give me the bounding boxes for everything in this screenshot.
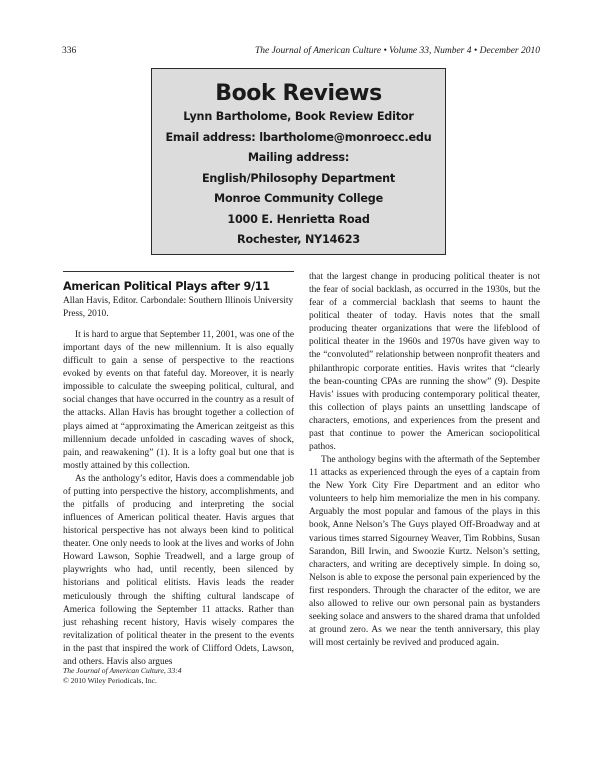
paragraph: As the anthology’s editor, Havis does a commendable job of putting into perspective the history, accomplishments, and the pitfalls of producing and interpreting the social influences of American political theater. Havis argues that historical perspective has not always been kind to political theater. One only needs to look at the lives and works of John Howard Lawson, Sophie Treadwell, and a large group of playwrights who had, until recently, been silenced by historians and political elitists. Havis leads the reader meticulously through the shifting cultural landscape of America following the September 11 attacks. Rather than just rehashing recent history, Havis wisely compares the revitalization of political theater in the present to the events in the past that inspired the work of Clifford Odets, Lawson, and others. Havis also argues (63, 473, 294, 667)
mailing-label: Mailing address: (247, 151, 350, 164)
journal-citation: The Journal of American Culture • Volume 33, Number 4 • December 2010 (254, 46, 540, 56)
paragraph: that the largest change in producing political theater is not the fear of social backlash, as occurred in the 1930s, but the fear of a commercial backlash that seems to haunt the political theater of today. Havis notes that the small producing theater organizations that were the lifeblood of political theater in the 1960s and 1970s have given way to the “convoluted” relationship between nonprofit theaters and philanthropic corporate entities. Havis writes that “clearly the bean-counting CPAs are running the show” (9). Despite Havis’ issues with producing contemporary political theater, this collection of plays paints an unsettling landscape of characters, emotions, and experiences from the present and past that continue to power the American sociopolitical pathos. (309, 272, 540, 453)
copyright-notice: © 2010 Wiley Periodicals, Inc. (63, 676, 157, 685)
page-number: 336 (62, 46, 77, 56)
left-column (63, 271, 294, 669)
running-head (62, 46, 540, 60)
department: English/Philosophy Department (201, 171, 396, 185)
editor-email: Email address: lbartholome@monroecc.edu (165, 130, 432, 144)
right-column (309, 271, 540, 650)
editor-name: Lynn Bartholome, Book Review Editor (183, 110, 414, 123)
book-review-editor-box (151, 68, 446, 255)
city-address: Rochester, NY14623 (237, 233, 360, 246)
divider (63, 271, 294, 272)
paragraph: It is hard to argue that September 11, 2001, was one of the important days of the new millennium. It is also equally difficult to gain a sense of perspective to the reactions evoked by events on that fateful day. Moreover, it is nearly impossible to calculate the sweeping political, cultural, and social changes that have occurred in the country as a result of the attacks. Allan Havis has brought together a collection of plays aimed at “approximating the American zeitgeist as this millennium decade unfolded in cascading waves of shock, pain, and reawakening” (1). It is a lofty goal but one that is mostly attained by this collection. (63, 330, 294, 471)
footer-journal: The Journal of American Culture, 33:4 (63, 666, 182, 675)
article-title: American Political Plays after 9/11 (63, 280, 270, 293)
bibliographic-info: Allan Havis, Editor. Carbondale: Southern Illinois University Press, 2010. (63, 296, 294, 319)
page-footer (63, 666, 182, 686)
college: Monroe Community College (214, 192, 383, 205)
paragraph: The anthology begins with the aftermath of the September 11 attacks as experienced through the eyes of a captain from the New York City Fire Department and an editor who volunteers to help him memorialize the men in his company. Arguably the most popular and famous of the plays in this book, Anne Nelson’s The Guys played Off-Broadway and at various times starred Sigourney Weaver, Tim Robbins, Susan Sarandon, Bill Irwin, and Swoozie Kurtz. Nelson’s setting, characters, and writing are deceptively simple. In doing so, Nelson is able to expose the personal pain experienced by the first responders. Through the character of the editor, we are also allowed to relive our own personal pain as bystanders seeking solace and answers to the shared drama that unfolded at ground zero. As we near the tenth anniversary, this play will most certainly be revived and produced again. (309, 455, 540, 649)
street-address: 1000 E. Henrietta Road (227, 212, 370, 226)
section-title: Book Reviews (215, 81, 382, 106)
